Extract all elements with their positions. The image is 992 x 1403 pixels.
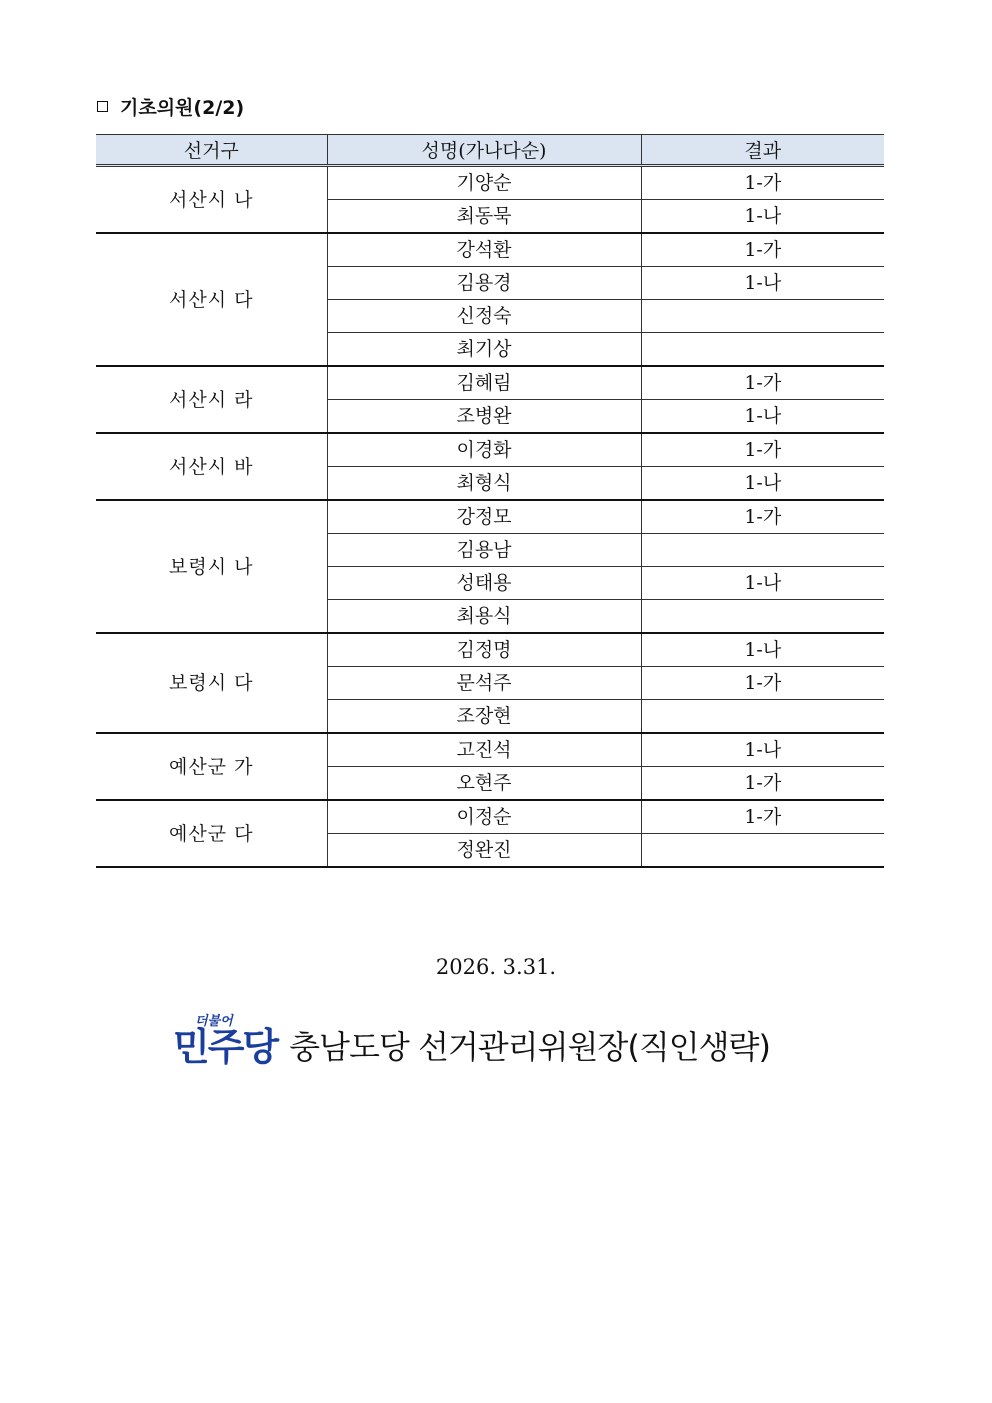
candidate-name-cell: 김혜림 [327,366,641,400]
candidate-name-cell: 최형식 [327,467,641,501]
document-date: 2026. 3.31. [435,955,557,979]
table-row [96,233,884,267]
result-cell: 1-가 [641,667,884,700]
result-cell [641,300,884,333]
table-row [96,733,884,767]
logo-small-text: 더불어 [195,1014,233,1029]
result-cell [641,534,884,567]
candidate-name-cell: 조장현 [327,700,641,734]
result-cell: 1-가 [641,433,884,467]
party-logo [173,1010,277,1068]
result-cell [641,333,884,367]
district-cell: 예산군 다 [96,800,327,867]
result-cell: 1-가 [641,800,884,834]
district-cell: 서산시 다 [96,233,327,366]
candidate-name-cell: 고진석 [327,733,641,767]
footer-signature [173,1010,770,1068]
result-cell: 1-가 [641,166,884,200]
district-cell: 보령시 나 [96,500,327,633]
result-cell: 1-가 [641,233,884,267]
district-cell: 서산시 나 [96,166,327,234]
candidate-name-cell: 최용식 [327,600,641,634]
candidate-name-cell: 강석환 [327,233,641,267]
candidate-name-cell: 최동묵 [327,200,641,234]
signature-title: 충남도당 선거관리위원장(직인생략) [289,1028,770,1066]
table-row [96,366,884,400]
district-cell: 보령시 다 [96,633,327,733]
table-row [96,433,884,467]
candidate-name-cell: 김정명 [327,633,641,667]
result-cell: 1-가 [641,500,884,534]
table-row [96,500,884,534]
district-cell: 서산시 바 [96,433,327,500]
table-row [96,800,884,834]
candidate-name-cell: 기양순 [327,166,641,200]
result-cell: 1-나 [641,200,884,234]
table-header-row [96,135,884,166]
table-row [96,166,884,200]
result-cell: 1-나 [641,267,884,300]
checkbox-square-icon [97,101,108,112]
result-cell [641,834,884,868]
district-cell: 서산시 라 [96,366,327,433]
candidate-name-cell: 오현주 [327,767,641,801]
candidate-name-cell: 김용남 [327,534,641,567]
table-row [96,633,884,667]
candidate-name-cell: 강정모 [327,500,641,534]
candidate-name-cell: 정완진 [327,834,641,868]
result-cell [641,700,884,734]
candidate-name-cell: 조병완 [327,400,641,434]
logo-main-text: 민주당 [173,1025,278,1069]
section-title: 기초의원(2/2) [120,96,245,119]
table-body [96,166,884,868]
result-cell [641,600,884,634]
result-cell: 1-나 [641,733,884,767]
result-cell: 1-가 [641,767,884,801]
header-district: 선거구 [96,135,327,166]
result-cell: 1-나 [641,567,884,600]
header-name: 성명(가나다순) [327,135,641,166]
candidate-name-cell: 이정순 [327,800,641,834]
candidate-name-cell: 신정숙 [327,300,641,333]
candidate-name-cell: 성태용 [327,567,641,600]
header-result: 결과 [641,135,884,166]
result-cell: 1-나 [641,633,884,667]
district-cell: 예산군 가 [96,733,327,800]
result-cell: 1-나 [641,400,884,434]
candidate-name-cell: 김용경 [327,267,641,300]
result-cell: 1-나 [641,467,884,501]
result-cell: 1-가 [641,366,884,400]
candidate-name-cell: 문석주 [327,667,641,700]
results-table [96,134,884,868]
section-heading [97,92,244,120]
candidate-name-cell: 이경화 [327,433,641,467]
candidate-name-cell: 최기상 [327,333,641,367]
